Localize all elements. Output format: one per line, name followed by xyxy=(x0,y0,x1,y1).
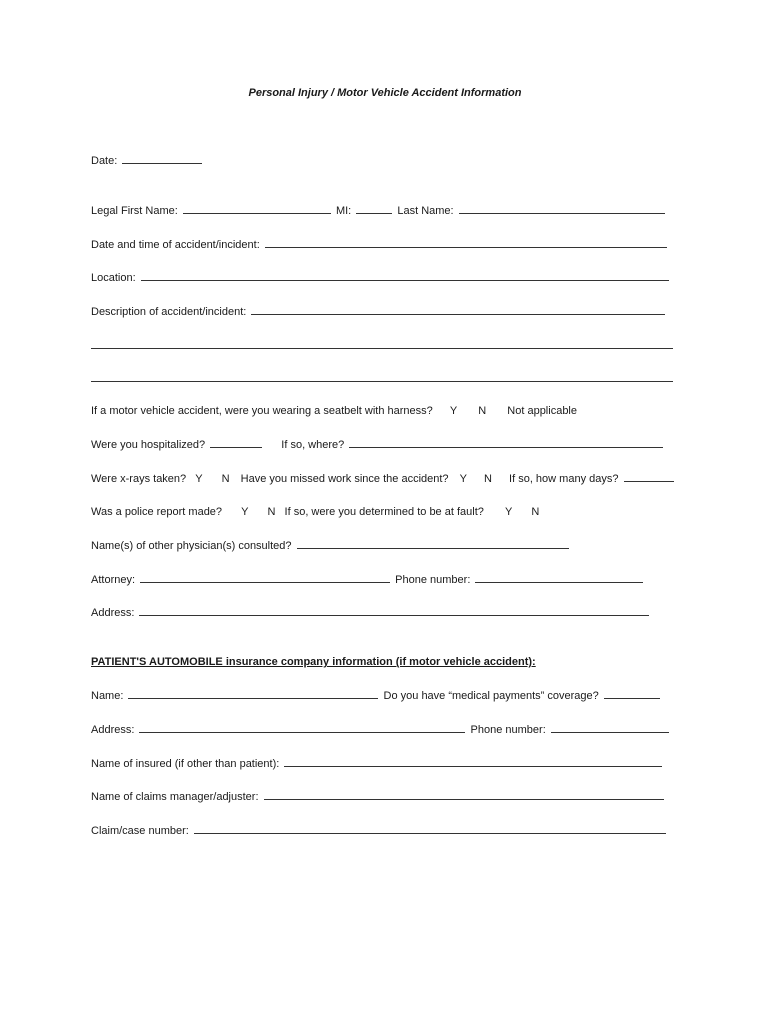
description-field[interactable] xyxy=(251,304,665,315)
insurance-address-row xyxy=(91,722,671,737)
police-yes-option[interactable]: Y xyxy=(241,506,249,518)
hospitalized-row xyxy=(91,437,665,452)
location-label: Location: xyxy=(91,272,136,284)
insured-row xyxy=(91,756,664,771)
date-row xyxy=(91,153,204,168)
seatbelt-na-option[interactable]: Not applicable xyxy=(507,405,577,417)
attorney-phone-label: Phone number: xyxy=(395,574,471,586)
attorney-phone-field[interactable] xyxy=(475,572,643,583)
date-field[interactable] xyxy=(122,153,202,164)
hospitalized-field[interactable] xyxy=(210,437,262,448)
police-row xyxy=(91,505,539,519)
attorney-address-field[interactable] xyxy=(139,605,649,616)
insurance-phone-label: Phone number: xyxy=(470,724,546,736)
seatbelt-label: If a motor vehicle accident, were you wearing a seatbelt with harness? xyxy=(91,405,433,417)
mi-field[interactable] xyxy=(356,203,392,214)
description-label: Description of accident/incident: xyxy=(91,306,247,318)
police-label: Was a police report made? xyxy=(91,506,223,518)
xrays-label: Were x-rays taken? xyxy=(91,473,187,485)
missed-work-yes-option[interactable]: Y xyxy=(459,473,467,485)
fault-yes-option[interactable]: Y xyxy=(504,506,513,518)
first-name-label: Legal First Name: xyxy=(91,205,178,217)
seatbelt-no-option[interactable]: N xyxy=(478,405,487,417)
missed-work-no-option[interactable]: N xyxy=(484,473,492,485)
form-title: Personal Injury / Motor Vehicle Accident Information xyxy=(248,87,522,99)
datetime-label: Date and time of accident/incident: xyxy=(91,239,260,251)
claim-number-field[interactable] xyxy=(194,823,666,834)
where-label: If so, where? xyxy=(281,439,345,451)
location-row xyxy=(91,270,671,285)
attorney-address-row xyxy=(91,605,651,620)
police-no-option[interactable]: N xyxy=(267,506,276,518)
description-row xyxy=(91,304,667,319)
name-row xyxy=(91,203,667,218)
insurance-address-field[interactable] xyxy=(139,722,465,733)
insurance-name-label: Name: xyxy=(91,690,124,702)
datetime-row xyxy=(91,237,669,252)
insurance-heading-row xyxy=(91,655,536,669)
seatbelt-yes-option[interactable]: Y xyxy=(449,405,458,417)
description-field-3[interactable] xyxy=(91,371,673,382)
seatbelt-row xyxy=(91,404,577,418)
claim-number-label: Claim/case number: xyxy=(91,825,189,837)
datetime-field[interactable] xyxy=(265,237,667,248)
insurance-address-label: Address: xyxy=(91,724,135,736)
insurance-name-row xyxy=(91,688,662,703)
claims-manager-row xyxy=(91,789,666,804)
missed-work-label: Have you missed work since the accident? xyxy=(240,473,449,485)
hospitalized-label: Were you hospitalized? xyxy=(91,439,206,451)
med-payments-label: Do you have “medical payments” coverage? xyxy=(383,690,599,702)
where-field[interactable] xyxy=(349,437,663,448)
date-label: Date: xyxy=(91,155,118,167)
physicians-row xyxy=(91,538,571,553)
insurance-section-heading: PATIENT'S AUTOMOBILE insurance company information (if motor vehicle accident): xyxy=(91,656,536,668)
description-continued-1 xyxy=(91,338,675,353)
insured-label: Name of insured (if other than patient): xyxy=(91,758,280,770)
first-name-field[interactable] xyxy=(183,203,331,214)
physicians-label: Name(s) of other physician(s) consulted? xyxy=(91,540,292,552)
claim-number-row xyxy=(91,823,668,838)
xrays-row xyxy=(91,471,676,486)
last-name-field[interactable] xyxy=(459,203,665,214)
mi-label: MI: xyxy=(335,205,352,217)
physicians-field[interactable] xyxy=(297,538,569,549)
description-continued-2 xyxy=(91,371,675,386)
location-field[interactable] xyxy=(141,270,669,281)
claims-manager-label: Name of claims manager/adjuster: xyxy=(91,791,259,803)
last-name-label: Last Name: xyxy=(397,205,454,217)
insurance-name-field[interactable] xyxy=(128,688,378,699)
attorney-row xyxy=(91,572,645,587)
attorney-field[interactable] xyxy=(140,572,390,583)
fault-no-option[interactable]: N xyxy=(531,506,540,518)
fault-label: If so, were you determined to be at fault? xyxy=(284,506,484,518)
insurance-phone-field[interactable] xyxy=(551,722,669,733)
xrays-no-option[interactable]: N xyxy=(221,473,230,485)
xrays-yes-option[interactable]: Y xyxy=(195,473,203,485)
attorney-label: Attorney: xyxy=(91,574,136,586)
how-many-days-field[interactable] xyxy=(624,471,674,482)
attorney-address-label: Address: xyxy=(91,607,135,619)
claims-manager-field[interactable] xyxy=(264,789,664,800)
insured-field[interactable] xyxy=(284,756,662,767)
how-many-days-label: If so, how many days? xyxy=(509,473,619,485)
med-payments-field[interactable] xyxy=(604,688,660,699)
description-field-2[interactable] xyxy=(91,338,673,349)
